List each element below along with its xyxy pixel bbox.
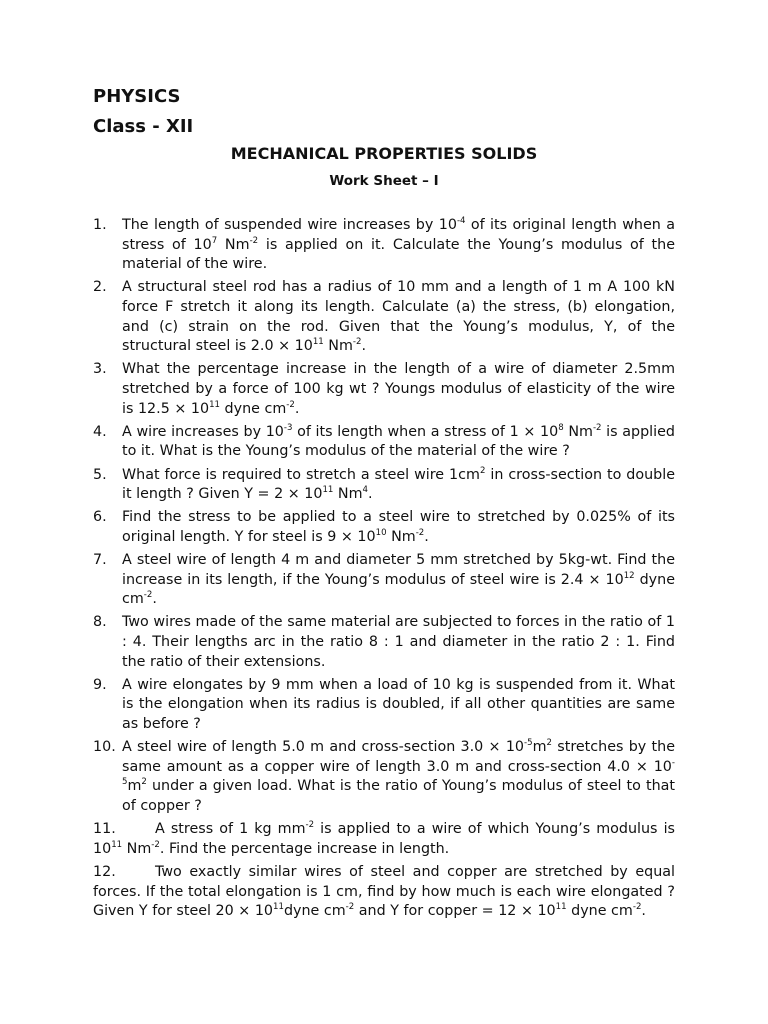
question-number: 5. (93, 466, 107, 483)
question-item (93, 423, 675, 462)
question-text: The length of suspended wire increases by $10^{-4}$ of its original length when a stress of $10^7$ $Nm^{-2}$ is applied on it. Calculate the Young’s modulus of the material of the wire. (122, 216, 675, 273)
question-number: 2. (93, 279, 107, 296)
question-text: What the percentage increase in the length of a wire of diameter 2.5mm stretched by a force of 100 kg wt ? Youngs modulus of elasticity of the wire is $12.5 \times 10^{11}$ dyne $cm^{-2}$. (122, 361, 675, 417)
class-heading: Class - XII (93, 116, 194, 137)
question-item (93, 738, 675, 816)
question-number: 7. (93, 552, 107, 569)
question-text: Two exactly similar wires of steel and copper are stretched by equal forces. If the total elongation is 1 cm, find by how much is each wire elongated ? Given Y for steel $20 \times 10^{11}dyne$ $cm^{-2}$ and Y for copper = $12 \times 10^{11}$ dyne $cm^{-2}$. (93, 863, 675, 920)
question-item (93, 216, 675, 275)
question-text: A wire increases by $10^{-3}$ of its length when a stress of $1 \times 10^8$ $Nm^{-2}$ is applied to it. What is the Young’s modulus of the material of the wire ? (122, 422, 675, 460)
question-item (93, 613, 675, 672)
question-item (93, 863, 675, 922)
chapter-title: MECHANICAL PROPERTIES SOLIDS (230, 144, 538, 163)
question-number: 8. (93, 614, 107, 631)
question-text: A steel wire of length 5.0 m and cross-section $3.0 \times 10^{-5}m^2$ stretches by the same amount as a copper wire of length 3.0 m and cross-section $4.0 \times 10^{-5}m^2$ under a given load. What is the ratio of Young’s modulus of steel to that of copper ? (122, 738, 675, 814)
question-item (93, 360, 675, 419)
question-text: Two wires made of the same material are subjected to forces in the ratio of 1 : 4. Their lengths arc in the ratio 8 : 1 and diameter in the ratio 2 : 1. Find the ratio of their extensions. (122, 614, 675, 670)
question-text: A wire elongates by 9 mm when a load of 10 kg is suspended from it. What is the elongation when its radius is doubled, if all other quantities are same as before ? (122, 676, 675, 732)
question-number: 6. (93, 509, 107, 526)
question-item (93, 820, 675, 859)
question-number: 3. (93, 361, 107, 378)
question-number: 1. (93, 217, 107, 233)
question-text: A structural steel rod has a radius of 10 mm and a length of 1 m A 100 kN force F stretch it along its length. Calculate (a) the stress, (b) elongation, and (c) strain on the rod. Given that the Young’s modulus, Y, of the structural steel is $2.0 \times 10^{11}$ $Nm^{-2}$. (122, 279, 675, 355)
question-number: 9. (93, 676, 107, 693)
question-item (93, 676, 675, 735)
question-number: 12. (93, 863, 116, 880)
question-number: 11. (93, 821, 116, 838)
question-list (93, 216, 675, 925)
question-number: 10. (93, 739, 116, 756)
question-item (93, 508, 675, 547)
question-item (93, 551, 675, 610)
question-text: Find the stress to be applied to a steel wire to stretched by 0.025% of its original length. Y for steel is $9 \times 10^{10}$ $Nm^{-2}$. (122, 509, 675, 545)
question-number: 4. (93, 423, 107, 440)
question-text: What force is required to stretch a steel wire $1cm^2$ in cross-section to double it length ? Given $Y = 2 \times 10^{11}$ Nm$^4$. (122, 465, 675, 503)
worksheet-label: Work Sheet – I (329, 173, 439, 189)
question-text: A stress of 1 kg $mm^{-2}$ is applied to a wire of which Young’s modulus is $10^{11}$ $Nm^{-2}$. Find the percentage increase in length. (93, 820, 675, 857)
question-item (93, 466, 675, 505)
question-text: A steel wire of length 4 m and diameter 5 mm stretched by 5kg-wt. Find the increase in its length, if the Young’s modulus of steel wire is $2.4 \times 10^{12}$ dyne $cm^{-2}$. (122, 552, 675, 608)
subject-heading: PHYSICS (93, 86, 181, 107)
question-item (93, 278, 675, 356)
